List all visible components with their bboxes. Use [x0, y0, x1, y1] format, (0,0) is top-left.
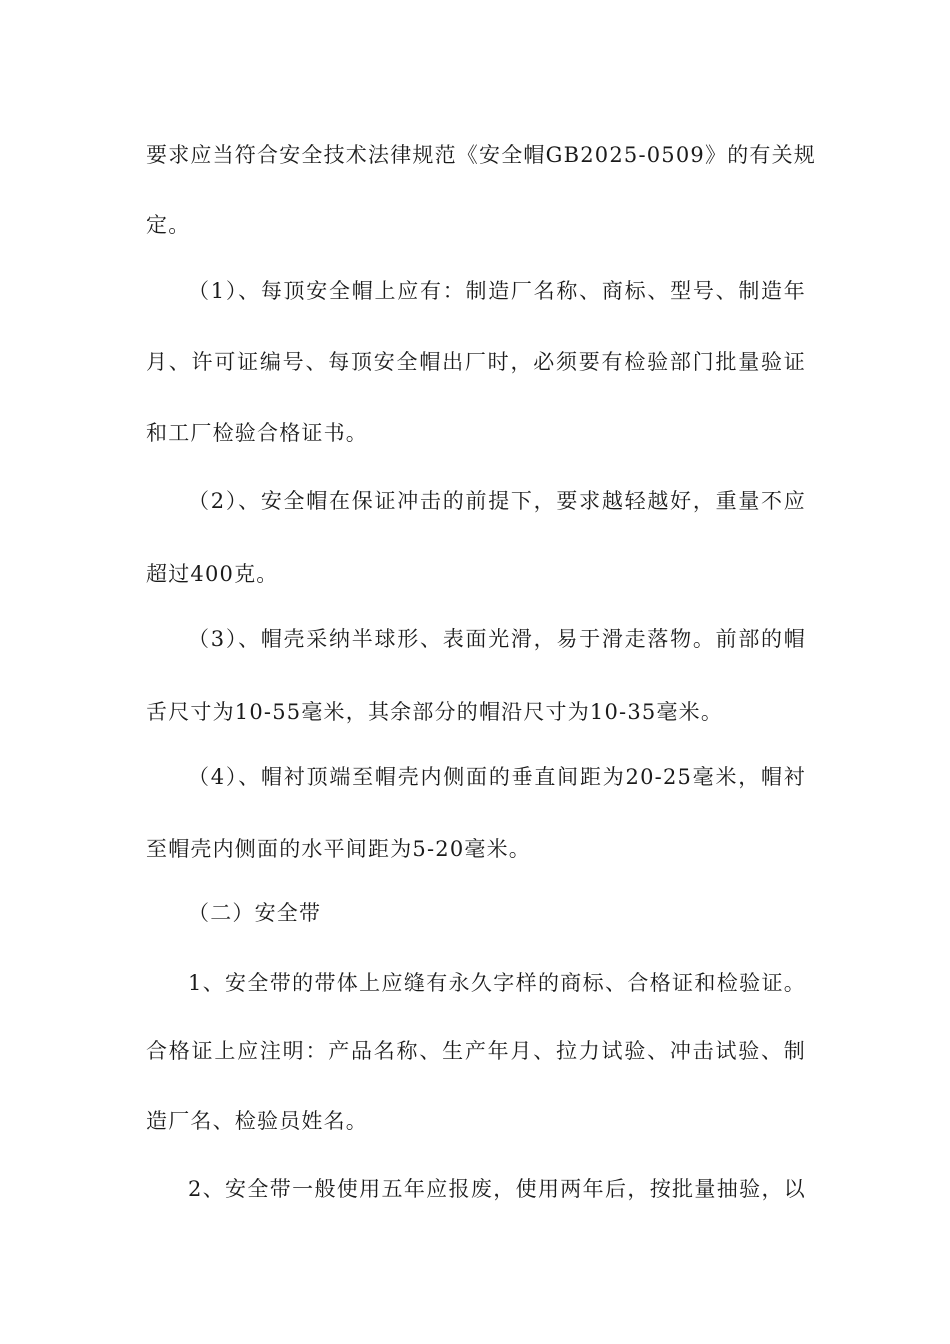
paragraph-line: 和工厂检验合格证书。: [146, 421, 368, 445]
paragraph-line: 要求应当符合安全技术法律规范《安全帽GB2025-0509》的有关规: [146, 143, 816, 167]
paragraph-line: （2）、安全帽在保证冲击的前提下，要求越轻越好，重量不应: [188, 489, 806, 513]
paragraph-line: 超过400克。: [146, 562, 279, 586]
paragraph-line: （1）、每顶安全帽上应有：制造厂名称、商标、型号、制造年: [188, 279, 806, 303]
section-heading: （二）安全带: [188, 901, 322, 925]
paragraph-line: （3）、帽壳采纳半球形、表面光滑，易于滑走落物。前部的帽: [188, 627, 806, 651]
paragraph-line: 1、安全带的带体上应缝有永久字样的商标、合格证和检验证。: [188, 971, 806, 995]
paragraph-line: 月、许可证编号、每顶安全帽出厂时，必须要有检验部门批量验证: [146, 350, 806, 374]
paragraph-line: 定。: [146, 213, 191, 237]
paragraph-line: 舌尺寸为10-55毫米，其余部分的帽沿尺寸为10-35毫米。: [146, 700, 724, 724]
paragraph-line: （4）、帽衬顶端至帽壳内侧面的垂直间距为20-25毫米，帽衬: [188, 765, 806, 789]
paragraph-line: 2、安全带一般使用五年应报废，使用两年后，按批量抽验，以: [188, 1177, 806, 1201]
paragraph-line: 造厂名、检验员姓名。: [146, 1109, 368, 1133]
paragraph-line: 合格证上应注明：产品名称、生产年月、拉力试验、冲击试验、制: [146, 1039, 806, 1063]
paragraph-line: 至帽壳内侧面的水平间距为5-20毫米。: [146, 837, 531, 861]
